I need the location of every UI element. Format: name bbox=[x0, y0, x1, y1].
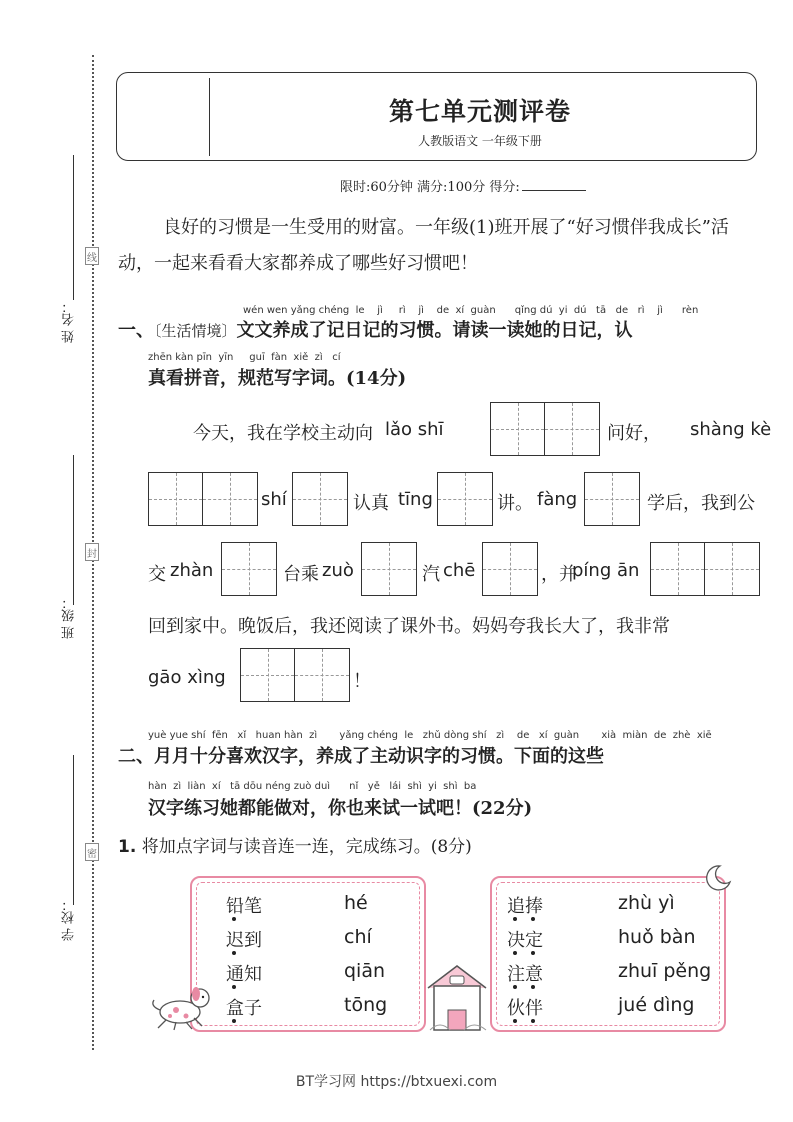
section2-line1: 二、月月十分喜欢汉字，养成了主动识字的习惯。下面的这些 bbox=[118, 746, 604, 767]
right-word: 注意 bbox=[507, 964, 543, 985]
context-tag: 〔生活情境〕 bbox=[154, 322, 237, 340]
r5-pinyin-gaoxing: gāo xìng bbox=[148, 667, 226, 688]
grid-pingan[interactable] bbox=[650, 542, 760, 596]
title-divider bbox=[209, 78, 210, 156]
right-pinyin: jué dìng bbox=[618, 994, 695, 1016]
r3-pinyin-zuo: zuò bbox=[322, 560, 354, 581]
left-word: 盒子 bbox=[226, 998, 262, 1019]
house-icon bbox=[422, 960, 492, 1036]
page-subtitle: 人教版语文 一年级下册 bbox=[418, 134, 542, 148]
grid-zhan[interactable] bbox=[221, 542, 277, 596]
r1-pinyin-shangke: shàng kè bbox=[690, 419, 772, 440]
q1 bbox=[118, 832, 472, 857]
r2-text-d: 讲。 bbox=[497, 493, 533, 514]
r2-pinyin-ting: tīng bbox=[398, 489, 433, 510]
s1-line2: 真看拼音，规范写字词。(14分) bbox=[148, 368, 407, 389]
left-pinyin: hé bbox=[344, 892, 368, 914]
left-pinyin: chí bbox=[344, 926, 372, 948]
right-pinyin: zhù yì bbox=[618, 892, 675, 914]
section2-line2: 汉字练习她都能做对，你也来试一试吧！(22分) bbox=[148, 798, 533, 819]
exam-limit bbox=[340, 176, 586, 195]
emphasis-dot bbox=[531, 1019, 535, 1023]
s1-pinyin-2: zhēn kàn pīn yīn guī fàn xiě zì cí bbox=[148, 352, 341, 363]
cut-mark-xian: 线 bbox=[85, 247, 99, 265]
r1-text-a: 今天，我在学校主动向 bbox=[193, 423, 373, 444]
r3-text-c: 台乘 bbox=[283, 564, 319, 585]
emphasis-dot bbox=[232, 1019, 236, 1023]
r3-text-e: 汽 bbox=[422, 564, 440, 585]
emphasis-dot bbox=[531, 985, 535, 989]
grid-fang[interactable] bbox=[584, 472, 640, 526]
footer-source: BT学习网 https://btxuexi.com bbox=[295, 1074, 498, 1090]
right-word: 追捧 bbox=[507, 896, 543, 917]
emphasis-dot bbox=[513, 1019, 517, 1023]
school-line bbox=[73, 755, 74, 905]
right-pinyin: huǒ bàn bbox=[618, 926, 696, 948]
page-title: 第七单元测评卷 bbox=[388, 97, 571, 126]
left-word: 迟到 bbox=[226, 930, 262, 951]
section1-heading bbox=[118, 316, 633, 342]
r1-text-c: 问好， bbox=[607, 423, 661, 444]
grid-gaoxing[interactable] bbox=[240, 648, 350, 702]
moon-icon bbox=[700, 862, 734, 892]
q1-number: 1. bbox=[118, 837, 137, 857]
cut-mark-feng: 封 bbox=[85, 543, 99, 561]
right-pinyin: zhuī pěng bbox=[618, 960, 712, 982]
emphasis-dot bbox=[513, 985, 517, 989]
grid-shi[interactable] bbox=[292, 472, 348, 526]
exam-limit-text: 限时:60分钟 满分:100分 得分: bbox=[340, 180, 520, 195]
left-pinyin: tōng bbox=[344, 994, 388, 1016]
q1-text: 将加点字词与读音连一连，完成练习。(8分) bbox=[141, 837, 472, 857]
r2-pinyin-shi: shí bbox=[261, 489, 287, 510]
grid-shangke[interactable] bbox=[148, 472, 258, 526]
r3-pinyin-che: chē bbox=[443, 560, 476, 581]
r1-pinyin-laoshi: lǎo shī bbox=[385, 419, 444, 440]
r2-text-b: 认真 bbox=[353, 493, 389, 514]
r2-text-f: 学后，我到公 bbox=[647, 493, 755, 514]
intro-paragraph: 良好的习惯是一生受用的财富。一年级(1)班开展了“好习惯伴我成长”活动，一起来看看大家都养成了哪些好习惯吧！ bbox=[118, 217, 729, 274]
s2-pinyin-2: hàn zì liàn xí tā dōu néng zuò duì nǐ yě lái shì yi shì ba bbox=[148, 781, 477, 792]
emphasis-dot bbox=[531, 917, 535, 921]
s1-line1: 文文养成了记日记的习惯。请读一读她的日记，认 bbox=[236, 320, 633, 341]
right-word: 伙伴 bbox=[507, 998, 543, 1019]
r4-text: 回到家中。晚饭后，我还阅读了课外书。妈妈夸我长大了，我非常 bbox=[148, 616, 670, 637]
emphasis-dot bbox=[513, 917, 517, 921]
class-label: 班 级： bbox=[62, 596, 77, 640]
left-pinyin: qiān bbox=[344, 960, 386, 982]
grid-ting[interactable] bbox=[437, 472, 493, 526]
dog-icon bbox=[146, 982, 218, 1032]
name-line bbox=[73, 155, 74, 300]
score-blank[interactable] bbox=[522, 190, 586, 191]
emphasis-dot bbox=[232, 951, 236, 955]
grid-che[interactable] bbox=[482, 542, 538, 596]
r3-pinyin-pingan: píng ān bbox=[572, 560, 640, 581]
s2-pinyin-1: yuè yue shí fēn xǐ huan hàn zì yǎng chéng le zhǔ dòng shí zì de xí guàn xià miàn de zhè xiē bbox=[148, 730, 712, 741]
r3-text-g: ，并 bbox=[541, 564, 577, 585]
left-word: 铅笔 bbox=[226, 896, 262, 917]
class-line bbox=[73, 455, 74, 605]
cut-mark-mi: 密 bbox=[85, 843, 99, 861]
right-word: 决定 bbox=[507, 930, 543, 951]
r3-text-a: 交 bbox=[148, 564, 166, 585]
r5-text-b: ！ bbox=[353, 671, 371, 692]
emphasis-dot bbox=[232, 985, 236, 989]
emphasis-dot bbox=[531, 951, 535, 955]
s1-prefix: 一、 bbox=[118, 320, 154, 341]
s1-pinyin-1: wén wen yǎng chéng le jì rì jì de xí guàn qǐng dú yi dú tā de rì jì rèn bbox=[243, 305, 699, 316]
school-label: 学 校： bbox=[62, 898, 77, 942]
emphasis-dot bbox=[513, 951, 517, 955]
r3-pinyin-zhan: zhàn bbox=[170, 560, 214, 581]
r2-pinyin-fang: fàng bbox=[537, 489, 578, 510]
grid-zuo[interactable] bbox=[361, 542, 417, 596]
name-label: 姓 名： bbox=[62, 300, 77, 344]
grid-laoshi[interactable] bbox=[490, 402, 600, 456]
left-word: 通知 bbox=[226, 964, 262, 985]
emphasis-dot bbox=[232, 917, 236, 921]
